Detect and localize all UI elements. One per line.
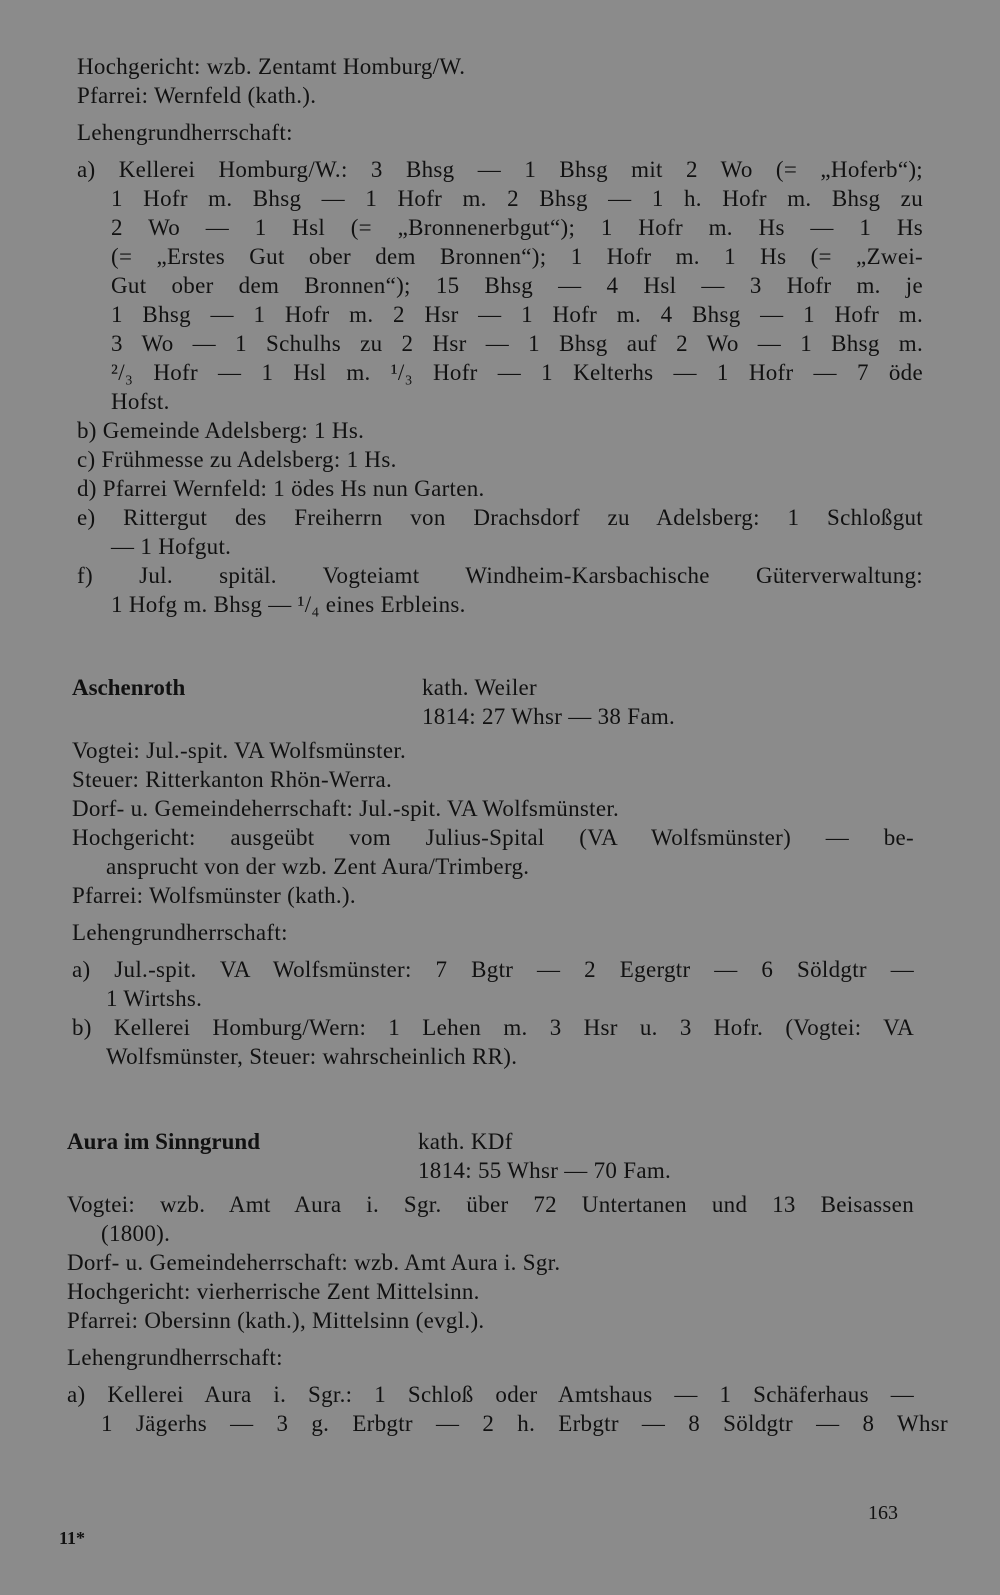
text-line: Wolfsmünster, Steuer: wahrscheinlich RR). — [106, 1044, 518, 1069]
text-line: b) Kellerei Homburg/Wern: 1 Lehen m. 3 Hsr u. 3 Hofr. (Vogtei: VA — [72, 1015, 914, 1040]
text-line: 1 Bhsg — 1 Hofr m. 2 Hsr — 1 Hofr m. 4 Bhsg — 1 Hofr m. — [111, 302, 923, 327]
text-line: Steuer: Ritterkanton Rhön-Werra. — [72, 767, 393, 792]
text-line: Vogtei: Jul.-spit. VA Wolfsmünster. — [72, 738, 407, 763]
text-line: a) Kellerei Aura i. Sgr.: 1 Schloß oder Amtshaus — 1 Schäferhaus — — [67, 1382, 914, 1407]
text-line: Hofst. — [111, 389, 170, 414]
page-number: 163 — [868, 1502, 898, 1524]
text-line: e) Rittergut des Freiherrn von Drachsdorf zu Adelsberg: 1 Schloßgut — [77, 505, 923, 530]
text-line: 1814: 27 Whsr — 38 Fam. — [422, 704, 676, 729]
text-line: — 1 Hofgut. — [111, 534, 232, 559]
text-line: f) Jul. spitäl. Vogteiamt Windheim-Karsbachische Güterverwaltung: — [77, 563, 923, 588]
text-line: ²/₃ Hofr — 1 Hsl m. ¹/₃ Hofr — 1 Kelterhs — 1 Hofr — 7 öde — [111, 360, 923, 385]
text-line: Lehengrundherrschaft: — [72, 920, 288, 945]
text-line: ansprucht von der wzb. Zent Aura/Trimberg. — [106, 854, 530, 879]
text-line: kath. KDf — [418, 1129, 513, 1154]
text-line: (= „Erstes Gut ober dem Bronnen“); 1 Hofr m. 1 Hs (= „Zwei- — [111, 244, 923, 269]
text-line: b) Gemeinde Adelsberg: 1 Hs. — [77, 418, 365, 443]
text-line: kath. Weiler — [422, 675, 538, 700]
text-line: Gut ober dem Bronnen“); 15 Bhsg — 4 Hsl — 3 Hofr m. je — [111, 273, 923, 298]
text-line: d) Pfarrei Wernfeld: 1 ödes Hs nun Garten. — [77, 476, 485, 501]
text-line: Pfarrei: Wernfeld (kath.). — [77, 83, 317, 108]
text-line: Hochgericht: ausgeübt vom Julius-Spital (VA Wolfsmünster) — be- — [72, 825, 914, 850]
text-line: a) Kellerei Homburg/W.: 3 Bhsg — 1 Bhsg mit 2 Wo (= „Hoferb“); — [77, 157, 923, 182]
text-line: Hochgericht: vierherrische Zent Mittelsinn. — [67, 1279, 480, 1304]
text-line: 1 Wirtshs. — [106, 986, 203, 1011]
text-line: Lehengrundherrschaft: — [77, 120, 293, 145]
text-line: Hochgericht: wzb. Zentamt Homburg/W. — [77, 54, 466, 79]
text-line: a) Jul.-spit. VA Wolfsmünster: 7 Bgtr — 2 Egergtr — 6 Söldgtr — — [72, 957, 914, 982]
section-heading: Aura im Sinngrund — [67, 1129, 261, 1154]
text-line: (1800). — [101, 1221, 171, 1246]
section-heading: Aschenroth — [72, 675, 186, 700]
text-line: Lehengrundherrschaft: — [67, 1345, 283, 1370]
text-line: Vogtei: wzb. Amt Aura i. Sgr. über 72 Untertanen und 13 Beisassen — [67, 1192, 914, 1217]
text-line: 1 Hofr m. Bhsg — 1 Hofr m. 2 Bhsg — 1 h. Hofr m. Bhsg zu — [111, 186, 923, 211]
signature-mark: 11* — [59, 1528, 86, 1548]
text-line: 1 Jägerhs — 3 g. Erbgtr — 2 h. Erbgtr — 8 Söldgtr — 8 Whsr — [101, 1411, 948, 1436]
text-line: 3 Wo — 1 Schulhs zu 2 Hsr — 1 Bhsg auf 2 Wo — 1 Bhsg m. — [111, 331, 923, 356]
text-line: Pfarrei: Wolfsmünster (kath.). — [72, 883, 356, 908]
text-line: Pfarrei: Obersinn (kath.), Mittelsinn (evgl.). — [67, 1308, 485, 1333]
text-line: 1 Hofg m. Bhsg — ¹/₄ eines Erbleins. — [111, 592, 466, 617]
text-line: 2 Wo — 1 Hsl (= „Bronnenerbgut“); 1 Hofr m. Hs — 1 Hs — [111, 215, 923, 240]
text-line: Dorf- u. Gemeindeherrschaft: Jul.-spit. VA Wolfsmünster. — [72, 796, 620, 821]
text-line: c) Frühmesse zu Adelsberg: 1 Hs. — [77, 447, 397, 472]
text-line: Dorf- u. Gemeindeherrschaft: wzb. Amt Aura i. Sgr. — [67, 1250, 561, 1275]
text-line: 1814: 55 Whsr — 70 Fam. — [418, 1158, 672, 1183]
